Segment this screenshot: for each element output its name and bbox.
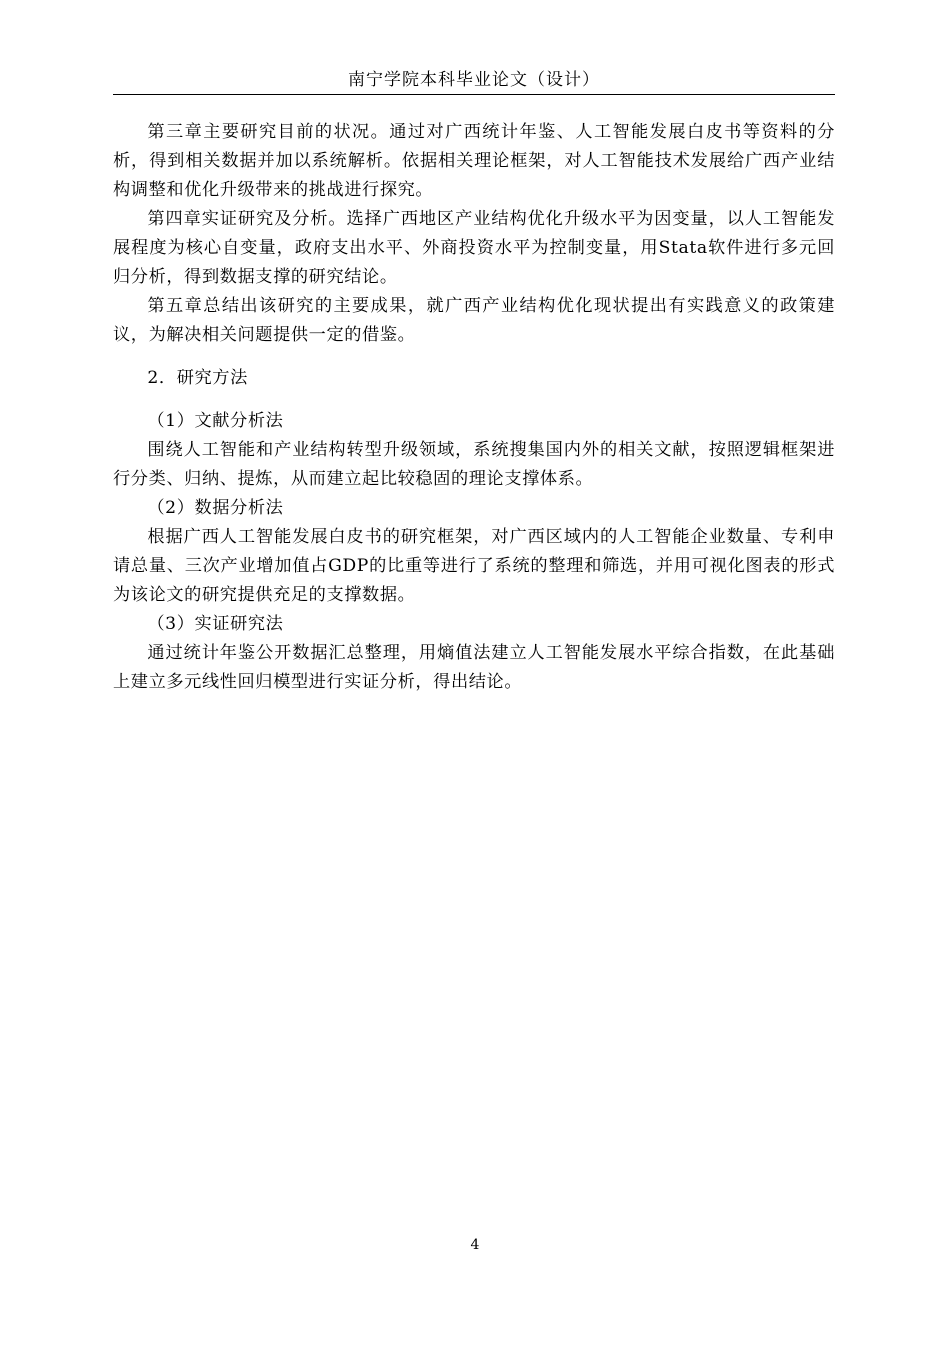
page-header-title: 南宁学院本科毕业论文（设计）	[348, 70, 600, 90]
paragraph-chapter-five: 第五章总结出该研究的主要成果，就广西产业结构优化现状提出有实践意义的政策建议，为解决相关问题提供一定的借鉴。	[113, 296, 835, 345]
document-body	[113, 118, 835, 697]
paragraph-chapter-three: 第三章主要研究目前的状况。通过对广西统计年鉴、人工智能发展白皮书等资料的分析，得到相关数据并加以系统解析。依据相关理论框架，对人工智能技术发展给广西产业结构调整和优化升级带来的挑战进行探究。	[113, 122, 835, 200]
method-title-literature-analysis: （1）文献分析法	[147, 411, 284, 431]
method-body-data-analysis: 根据广西人工智能发展白皮书的研究框架，对广西区域内的人工智能企业数量、专利申请总量、三次产业增加值占GDP的比重等进行了系统的整理和筛选，并用可视化图表的形式为该论文的研究提供充足的支撑数据。	[113, 527, 835, 605]
paragraph-chapter-four: 第四章实证研究及分析。选择广西地区产业结构优化升级水平为因变量，以人工智能发展程度为核心自变量，政府支出水平、外商投资水平为控制变量，用Stata软件进行多元回归分析，得到数据支撑的研究结论。	[113, 209, 835, 287]
method-title-data-analysis: （2）数据分析法	[147, 498, 284, 518]
method-body-literature-analysis: 围绕人工智能和产业结构转型升级领域，系统搜集国内外的相关文献，按照逻辑框架进行分类、归纳、提炼，从而建立起比较稳固的理论支撑体系。	[113, 440, 835, 489]
section-heading-research-methods: 2．研究方法	[147, 368, 248, 388]
method-body-empirical-research: 通过统计年鉴公开数据汇总整理，用熵值法建立人工智能发展水平综合指数，在此基础上建立多元线性回归模型进行实证分析，得出结论。	[113, 643, 835, 692]
header-divider	[113, 94, 835, 95]
page-number: 4	[470, 1237, 480, 1253]
method-title-empirical-research: （3）实证研究法	[147, 614, 284, 634]
